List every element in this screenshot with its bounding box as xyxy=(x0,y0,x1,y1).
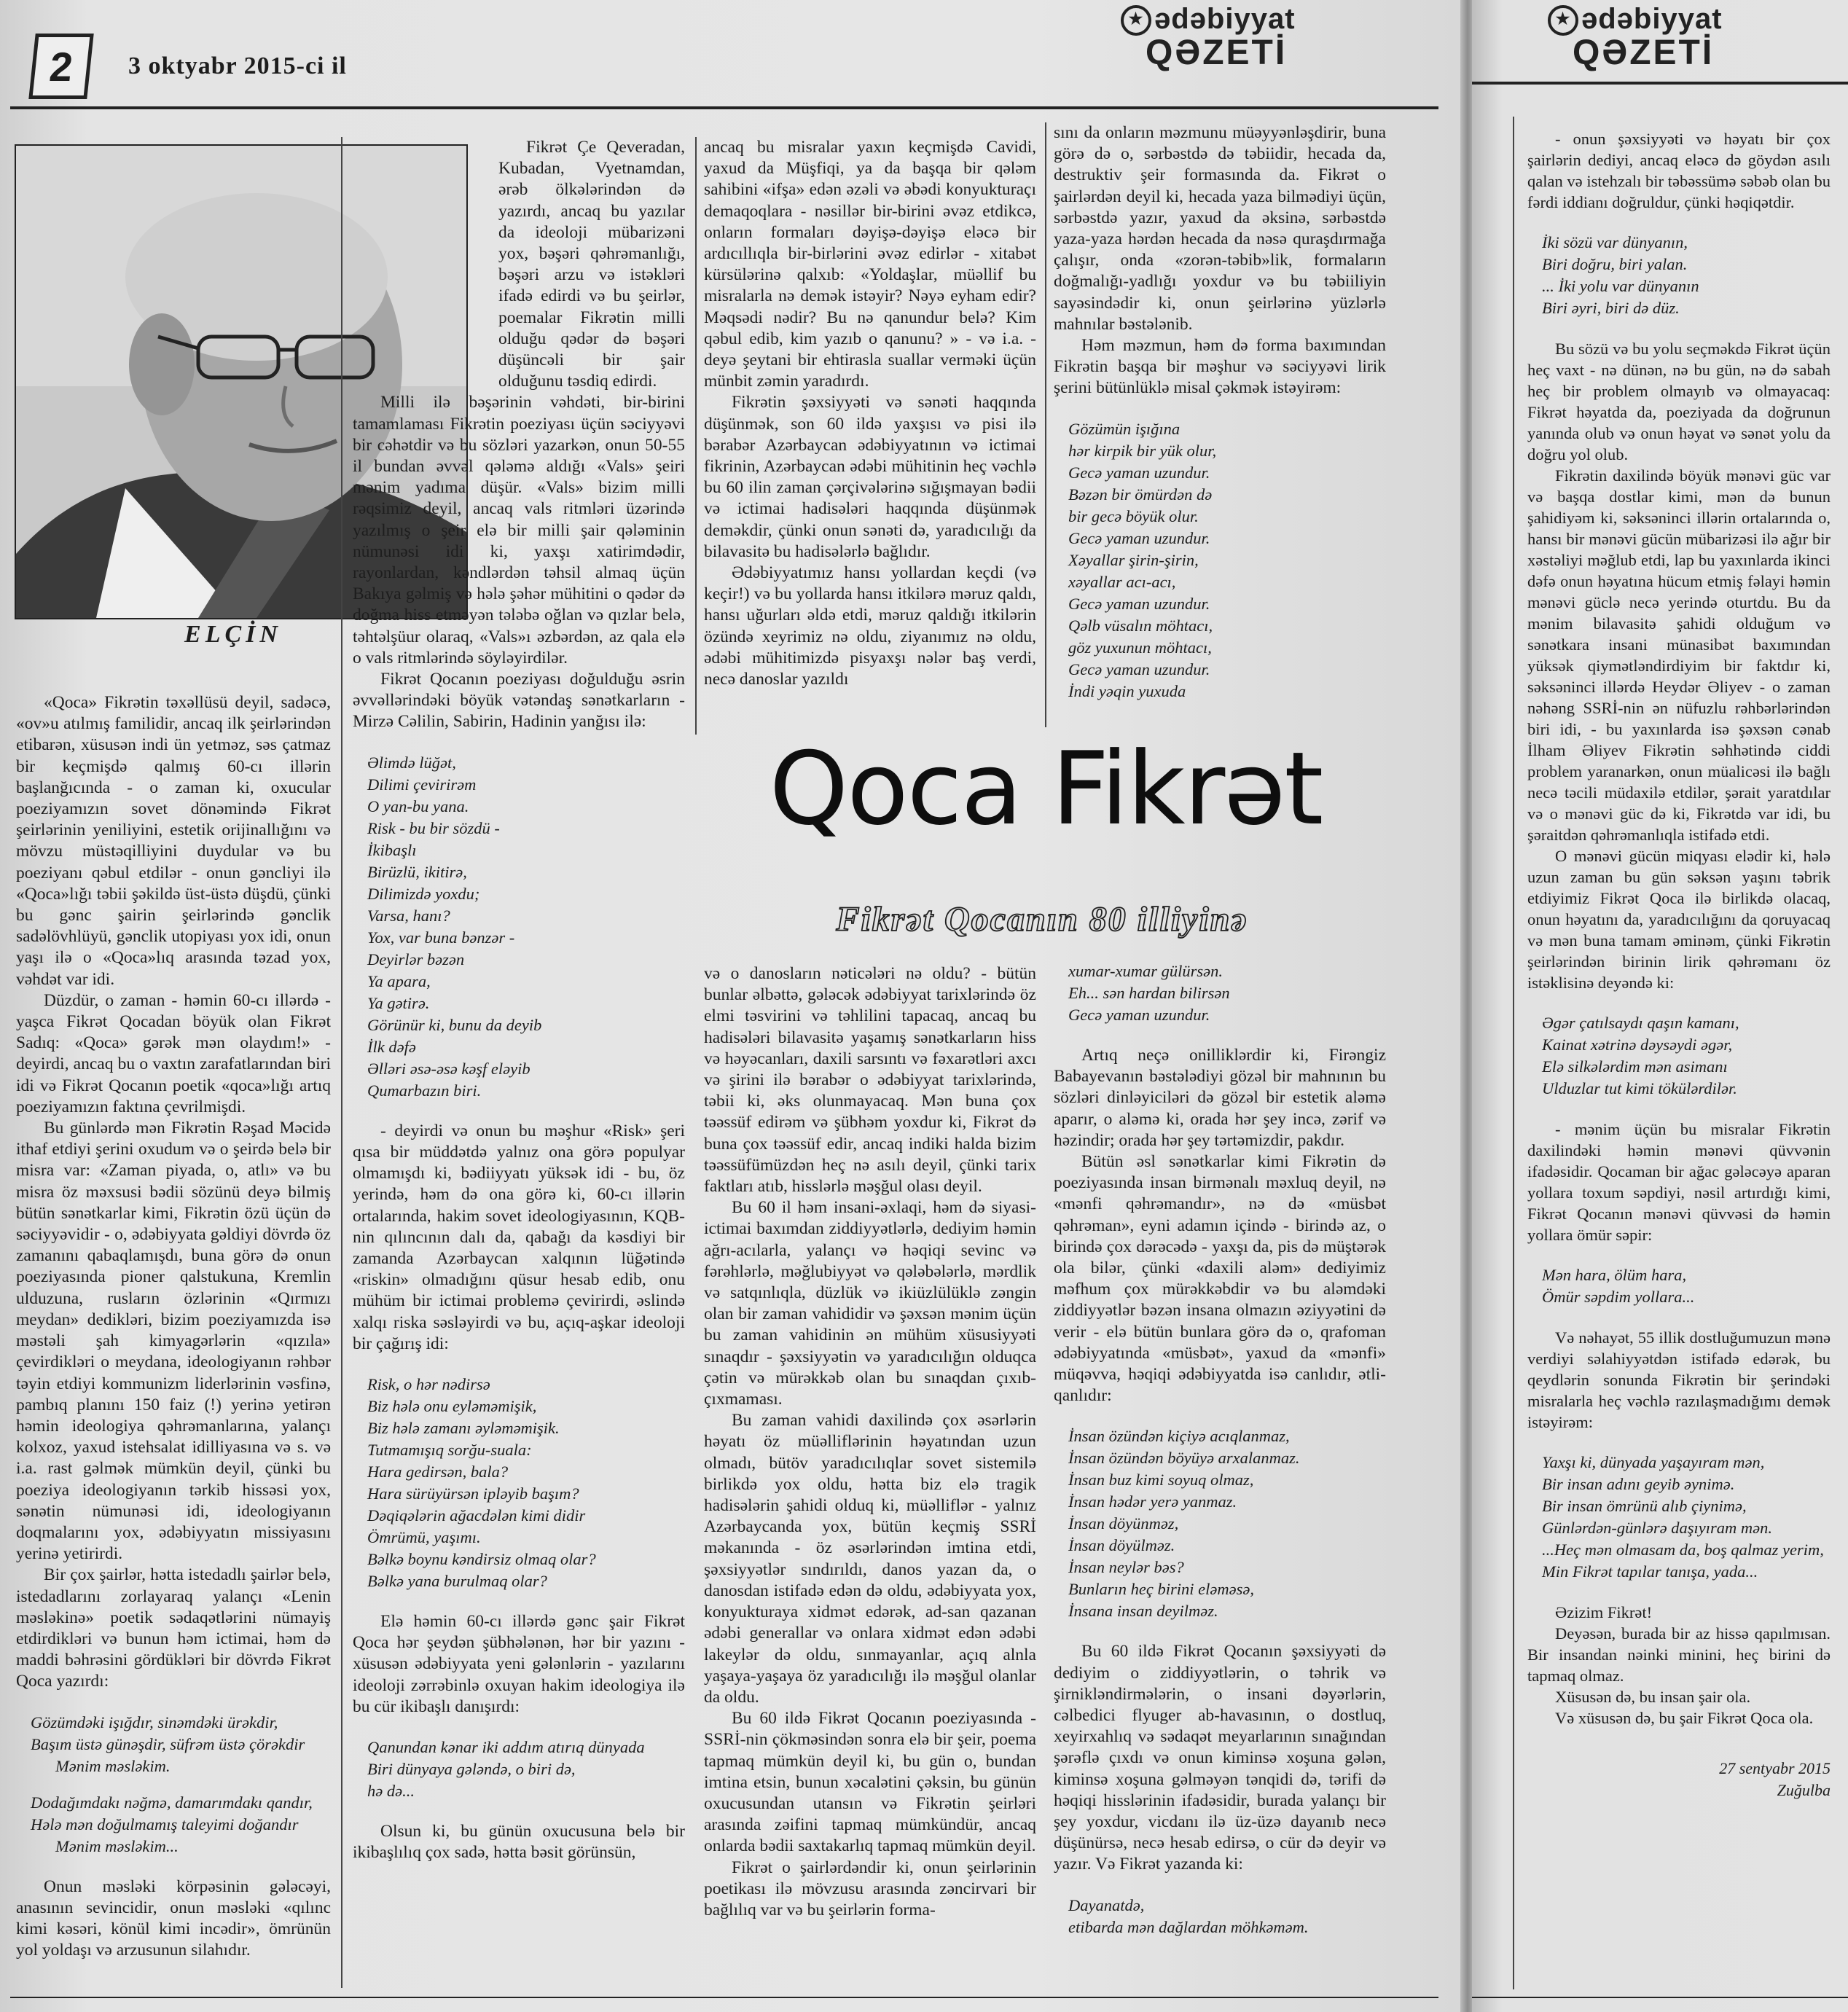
paragraph: Bu günlərdə mən Fikrətin Rəşad Məcidə ithaf etdiyi şerini oxudum və o şeirdə belə bir misra var: «Zaman piyada, o, atlı» və bu misra öz məxsusi bədii sözünü deyə bilmiş bütün sənətkarlar kimi, Fikrətin özü üçün də səciyyəvidir - o, ədəbiyyata gəldiyi dövrdə öz zamanını qabaqlamışdı, buna görə də onun poeziyasında pioner qalstukuna, Kremlin ulduzuna, rusların özlərinin «Qırmızı meydan» dedikləri, bizim poeziyamızda isə məstəli şah kimyagərlərin «qızıla» çevirdikləri o meydana, ideologiyanın rəhbər təyin etdiyi kommunizm liderlərinin vəsfinə, pambıq planını 150 faiz (!) yerinə yetirən həmin ideologiya qəhrəmanlarına, yalançı kolxoz, yaxud istehsalat idilliyasına və s. və i.a. rast gəlmək mümkün deyil, çünki bu poeziya ideologiyanın tərkib hissəsi yox, sənətin nümunəsi idi, ideologiyanın doqmalarını yox, ədəbiyyatın missiyasını yerinə yetirirdi. xyxy=(16,1119,331,1564)
paragraph: O mənəvi gücün miqyası elədir ki, hələ uzun zaman bu gün səksən yaşını təbrik etdiyimiz Fikrət Qoca ilə birlikdə olacaq, onun həyatını da, yaradıcılığını da qoruyacaq və mən buna tamam əminəm, çünki Fikrətin şeirlərindən birinin lirik qəhrəmanı öz istəklisinə deyəndə ki: xyxy=(1527,847,1831,992)
paragraph: Elə həmin 60-cı illərdə gənc şair Fikrət Qoca hər şeydən şübhələnən, hər bir yazını - xüsusən ədəbiyyata yeni gələnlərin - yazılarını ideoloji zərrəbinlə oxuyan hakim ideologiya ilə bu cür ikibaşlı danışırdı: xyxy=(353,1611,685,1716)
paragraph: sını da onların məzmunu müəyyənləşdirir, buna görə də o, sərbəstdə də təbiidir, hecada da, destruktiv şeir formasında da. Fikrət o şairlərdən deyil ki, hecada yaza bilmədiyi üçün, sərbəstdə yazır, yaxud da əksinə, sərbəstdə yaza-yaza hərdən hecada da nəsə quraşdırmağa çalışır, onda «zorən-təbib»lik, formaların doğmalığı-yadlığı yoxdur və bu təbiiliyin sayəsindədir ki, onun şeirlərinə yüzlərlə mahnılar bəstələnib. xyxy=(1054,123,1386,334)
paragraph: Bu 60 ildə Fikrət Qocanın poeziyasında - SSRİ-nin çökməsindən sonra elə bir şeir, poema tapmaq mümkün deyil ki, bu gün o, bundan imtina etsin, bunun xəcalətini çəksin, bu günün oxucusundan utansın və Fikrətin şeirləri arasında zəifini tapmaq mümkündür, ancaq onlarda bədii saxtakarlıq tapmaq mümkün deyil. xyxy=(704,1709,1036,1856)
column-divider xyxy=(341,137,342,1988)
signoff-date: 27 sentyabr 2015 xyxy=(1719,1759,1831,1777)
paragraph: ancaq bu misralar yaxın keçmişdə Cavidi, yaxud da Müşfiqi, ya da başqa bir qələm sahibini «ifşa» edən əzəli və əbədi konyukturaçı demaqoqlara - nəsillər bir-birini əvəz etdikcə, onların formaları dəyişə-dəyişə eləcə bir ardıcıllıqla bir-birlərini əvəz edirlər - xitabət kürsülərinə qalxıb: «Yoldaşlar, müəllif bu misralarla nə demək istəyir? Nəyə eyham edir? Məqsədi nədir? Bu nə qanundur belə? Kim qəbul edib, kim yazıb o qanunu? » - və i.a. - deyə şeytani bir ehtirasla suallar verməki üçün münbit zəmin yaradırdı. xyxy=(704,138,1036,391)
paragraph: Olsun ki, bu günün oxucusuna belə bir ikibaşlılıq çox sadə, hətta bəsit görünsün, xyxy=(353,1821,685,1863)
poem: Dayanatdə, etibarda mən dağlardan möhkəməm. xyxy=(1068,1895,1309,1936)
article-subtitle: Fikrət Qocanın 80 illiyinə xyxy=(836,900,1248,939)
paragraph: Xüsusən də, bu insan şair ola. xyxy=(1555,1688,1751,1706)
poem: Gözümün işığına hər kirpik bir yük olur, Gecə yaman uzundur. Bəzən bir ömürdən də bir gecə böyük olur. Gecə yaman uzundur. Xəyallar şirin-şirin, xəyallar acı-acı, Gecə yaman uzundur. Qəlb vüsalın möhtacı, göz yuxunun möhtacı, Gecə yaman uzundur. İndi yəqin yuxuda xyxy=(1068,419,1217,700)
paragraph: Bütün əsl sənətkarlar kimi Fikrətin də poeziyasında insan birmənalı məxluq deyil, nə «mənfi qəhrəmandır», nə də «müsbət qəhrəman», eyni adamın içində - birində az, o birində çox dərəcədə - yaxşı da, pis də müştərək ola bilər, çünki «daxili aləm» dediyimiz məfhum çox mürəkkəbdir və bu aləmdəki ziddiyyətlər bəzən insana olmazın əziyyətini də verir - elə bütün bunlara görə də o, qrafoman ədəbiyyatında «müsbət», yaxud da «mənfi» müqəvva, həqiqi ədəbiyyatda isə canlıdır, ətli-qanlıdır: xyxy=(1054,1152,1386,1406)
page-number: 2 xyxy=(47,43,75,90)
paragraph: - mənim üçün bu misralar Fikrətin daxilindəki həmin mənəvi qüvvənin ifadəsidir. Qocaman bir ağac gələcəyə aparan yollara toxum səpdiyi, nəsil artırdığı kimi, Fikrət Qocanın mənəvi qüvvəsi də həmin yollara ömür səpir: xyxy=(1527,1120,1831,1244)
author-name: ELÇİN xyxy=(184,621,282,648)
paragraph: Deyəsən, burada bir az hissə qapılmısan. Bir insandan nəinki minini, heç birini də tapmaq olmaz. xyxy=(1527,1624,1831,1685)
poem: Yaxşı ki, dünyada yaşayıram mən, Bir insan adını geyib əynimə. Bir insan ömrünü alıb çiynimə, Günlərdən-günlərə daşıyıram mən. ...Heç mən olmasam da, boş qalmaz yerim, Min Fikrət tapılar tanışa, yada... xyxy=(1542,1453,1824,1581)
star-emblem-icon: ★ xyxy=(1548,5,1578,36)
signoff-place: Zuğulba xyxy=(1777,1781,1831,1799)
column-divider xyxy=(1045,122,1046,727)
newspaper-page-right xyxy=(1472,0,1848,2012)
poem: Risk, o hər nədirsə Biz hələ onu eyləməmişik, Biz hələ zamanı əyləməmişik. Tutmamışıq sorğu-suala: Hara gedirsən, bala? Hara sürüyürsən ipləyib başım? Dəqiqələrin ağacdələn kimi didir Ömrümü, yaşımı. Bəlkə boynu kəndirsiz olmaq olar? Bəlkə yana burulmaq olar? xyxy=(367,1374,596,1590)
star-emblem-icon: ★ xyxy=(1121,5,1151,36)
poem: Gözümdəki işığdır, sinəmdəki ürəkdir, Başım üstə günəşdir, süfrəm üstə çörəkdir Mənim məsləkim. Dodağımdakı nəğmə, damarımdakı qandır, Hələ mən doğulmamış taleyimi doğandır Mənim məsləkim... xyxy=(31,1712,313,1855)
paragraph: Və nəhayət, 55 illik dostluğumuzun mənə verdiyi səlahiyyətdən istifadə edərək, bu qeydlərin sonunda Fikrətin bir şerindəki misralarla heç vəchlə razılaşmadığımı demək istəyirəm: xyxy=(1527,1328,1831,1431)
article-column-5 xyxy=(1527,128,1831,1801)
article-column-4 xyxy=(1054,122,1386,721)
article-column-3-continued xyxy=(704,963,1036,1921)
footer-rule xyxy=(10,1997,1438,1998)
article-column-2 xyxy=(353,137,685,1863)
footer-rule xyxy=(1472,1997,1848,1998)
column-divider xyxy=(1513,117,1514,1989)
paragraph: Fikrət Çe Qeveradan, Kubadan, Vyetnamdan, ərəb ölkələrindən də yazırdı, ancaq bu yazılar da ideoloji mübarizəni yox, bəşəri qəhrəmanlığı, bəşəri arzu və istəkləri ifadə edirdi və bu şeirlər, poemalar Fikrətin milli olduğu qədər də bəşəri düşüncəli bir şair olduğunu təsdiq edirdi. xyxy=(498,138,685,391)
article-column-1 xyxy=(16,692,331,1961)
paragraph: Həm məzmun, həm də forma baxımından Fikrətin başqa bir məşhur və səciyyəvi lirik şerini bütünlüklə misal çəkmək istəyirəm: xyxy=(1054,336,1386,398)
article-title: Qoca Fikrət xyxy=(769,730,1323,848)
poem: İki sözü var dünyanın, Biri doğru, biri yalan. ... İki yolu var dünyanın Biri əyri, biri də düz. xyxy=(1542,233,1699,317)
column-divider xyxy=(695,137,697,735)
masthead: ★ ədəbiyyat QƏZETİ xyxy=(1121,4,1296,71)
paragraph: Bu 60 il həm insani-əxlaqi, həm də siyasi-ictimai baxımdan ziddiyyətlərlə, dediyim həmin ağrı-acılarla, yalançı və həqiqi sevinc və fərəhlərlə, məğlubiyyət və qələbələrlə, mərdlik və satqınlıqla, düzlük və ikiüzlülüklə zəngin olan bir zaman vahididir və şəxsən mənim üçün bu zaman vahidinin ən mühüm xüsusiyyəti sınaqdır - şəxsiyyətin və yaradıcılığın olduqca çətin və mürəkkəb olan bu sınaqdan çıxıb-çıxmaması. xyxy=(704,1198,1036,1409)
paragraph: Fikrət Qocanın poeziyası doğulduğu əsrin əvvəllərindəki böyük vətəndaş sənətkarların - Mirzə Cəlilin, Sabirin, Hadinin yanğısı ilə: xyxy=(353,670,685,732)
paragraph: Əzizim Fikrət! xyxy=(1555,1603,1653,1621)
poem: Əlimdə lüğət, Dilimi çevirirəm O yan-bu yana. Risk - bu bir sözdü - İkibaşlı Birüzlü, ikitirə, Dilimizdə yoxdu; Varsa, hanı? Yox, var buna bənzər - Deyirlər bəzən Ya apara, Ya gətirə. Görünür ki, bunu da deyib İlk dəfə Əlləri əsə-əsə kəşf eləyib Qumarbazın biri. xyxy=(367,753,542,1100)
paragraph: «Qoca» Fikrətin təxəllüsü deyil, sadəcə, «ov»u atılmış familidir, ancaq ilk şeirlərindən etibarən, xüsusən indi ün yetməz, səs çatmaz bir keçmişdə qalmış 60-cı illərin başlanğıcında - o zaman ki, oxucular poeziyamızın sovet dönəmində Fikrət şeirlərinin yeniliyini, estetik orijinallığını və mövzu müstəqilliyini duydular və bu poeziyanı qəbul etdilər - onun gəncliyi ilə «Qoca»lığı təbii şəkildə üst-üstə düşdü, çünki bu gənc şairin şeirlərində gənclik sadəlövhlüyü, gənclik utopiyası yox idi, onun yaşı ilə o «Qoca»lıq arasında təzad yox, vəhdət var idi. xyxy=(16,693,331,989)
paragraph: Bir çox şairlər, hətta istedadlı şairlər belə, istedadlarını zorlayaraq yalançı «Lenin məsləkinə» poetik sədaqətlərini nümayiş etdirdikləri və bunun həm ictimai, həm də maddi bəhrəsini gördükləri bir dövrdə Fikrət Qoca yazırdı: xyxy=(16,1565,331,1691)
paragraph: Fikrət o şairlərdəndir ki, onun şeirlərinin poetikası ilə mövzusu arasında zəncirvari bir bağlılıq var və bu şeirlərin forma- xyxy=(704,1858,1036,1919)
paragraph: - deyirdi və onun bu məşhur «Risk» şeri qısa bir müddətdə yalnız ona görə populyar olmamışdı ki, bədiiyyatı yüksək idi - bu, öz yerində, həm də ona görə ki, 60-cı illərin ortalarında, hakim sovet ideologiyasının, KQB-nin qılıncının dalı da, qabağı da kəsdiyi bir zamanda Azərbaycan xalqının lüğətində «riskin» olmadığını qüsur hesab edib, onu mühüm bir ictimai problemə çevirirdi, əslində xalqı riska səsləyirdi və bu, açıq-aşkar ideoloji bir çağırış idi: xyxy=(353,1121,685,1353)
poem: Qanundan kənar iki addım atırıq dünyada Biri dünyaya gələndə, o biri də, hə də... xyxy=(367,1737,645,1800)
poem: İnsan özündən kiçiyə acıqlanmaz, İnsan özündən böyüyə arxalanmaz. İnsan buz kimi soyuq olmaz, İnsan hədər yerə yanmaz. İnsan döyünməz, İnsan döyülməz. İnsan neylər bəs? Bunların heç birini eləməsə, İnsana insan deyilməz. xyxy=(1068,1427,1300,1621)
poem: Mən hara, ölüm hara, Ömür səpdim yollara... xyxy=(1542,1266,1695,1306)
article-column-4-continued xyxy=(1054,960,1386,1957)
paragraph: Bu zaman vahidi daxilində çox əsərlərin həyatı öz müəlliflərinin həyatından uzun olmadı, bütöv yaradıcılıqlar sovet sistemilə birlikdə yox oldu, hətta biz elə tragik hadisələrin şahidi olduq ki, müəlliflər - yalnız Azərbaycanda yox, bütün keçmiş SSRİ məkanında - öz əsərlərindən imtina etdi, şəxsiyyətlər sındırıldı, danos yazan da, o danosdan istifadə edən də oldu, ədəbiyyata yox, konyukturaya xidmət edərək, ad-san qazanan ədəbi generallar və onlara xidmət edən ədəbi lakeylər də oldu, sınmayanlar, açıq alnla yaşaya-yaşaya öz yaradıcılığı ilə məşğul olanlar da oldu. xyxy=(704,1411,1036,1707)
paragraph: Bu 60 ildə Fikrət Qocanın şəxsiyyəti də dediyim o ziddiyyətlərin, o təhrik və şirnikləndirmələrin, o insani dəyərlərin, cəlbedici flyuger ab-havasının, o dostluq, xeyirxahlıq və sədaqət meyarlarının sınağından şərəflə çıxdı və onun kiminsə xoşuna gələn, kiminsə xoşuna gəlməyən tənqidi də, tərifi də həqiqi hisslərinin ifadəsidir, burada yalançı bir şey yoxdur, vicdanı ilə üz-üzə dayanıb necə düşünürsə, necə hesab edirsə, o cür də deyir və yazır. Və Fikrət yazanda ki: xyxy=(1054,1642,1386,1874)
paragraph: Artıq neçə onilliklərdir ki, Firəngiz Babayevanın bəstələdiyi gözəl bir mahnının bu sözləri dinləyiciləri də gözəl bir estetik aləmə aparır, o aləmə ki, orada hər şey incə, zərif və həzindir; orada hər şey tərtəmizdir, pakdır. xyxy=(1054,1046,1386,1150)
paragraph: Və xüsusən də, bu şair Fikrət Qoca ola. xyxy=(1555,1709,1814,1727)
poem: xumar-xumar gülürsən. Eh... sən hardan bilirsən Gecə yaman uzundur. xyxy=(1068,962,1230,1024)
paragraph: Ədəbiyyatımız hansı yollardan keçdi (və keçir!) və bu yollarda hansı itkilərə məruz qaldı, hansı uğurları əldə etdi, məruz qaldığı itkilərin özündə xeyrimiz nə oldu, ziyanımız nə oldu, ədəbi mühitimizdə pisyaxşı nələr baş verdi, necə danoslar yazıldı xyxy=(704,563,1036,689)
paragraph: - onun şəxsiyyəti və həyatı bir çox şairlərin dediyi, ancaq eləcə də göydən asılı qalan və istehzalı bir təbəssümə səbəb olan bu fərdi iddianı doğruldur, çünki həqiqətdir. xyxy=(1527,130,1831,211)
paragraph: Bu sözü və bu yolu seçməkdə Fikrət üçün heç vaxt - nə dünən, nə bu gün, nə də sabah heç bir problem olmayıb və olmayacaq: Fikrət həyatda da, poeziyada da doğrunun yanında olub və onun həyat və sənət yolu da doğru yol olub. xyxy=(1527,340,1831,463)
header-rule xyxy=(10,106,1438,109)
paragraph: Fikrətin şəxsiyyəti və sənəti haqqında düşünmək, son 60 ildə yaxşısı və pisi ilə bərabər Azərbaycan ədəbiyyatının və ictimai fikrinin, Azərbaycan ədəbi mühitinin heç vəchlə bu 60 ilin zaman çərçivələrinə sığışmayan bədii və ictimai hadisələri haqqında düşünmək deməkdir, çünki onun sənəti də, yaradıcılığı da bilavasitə bu hadisələrlə bağlıdır. xyxy=(704,393,1036,561)
paragraph: Milli ilə bəşərinin vəhdəti, bir-birini tamamlaması Fikrətin poeziyası üçün səciyyəvi bir cəhətdir və bu sözləri yazarkən, onun 50-55 il bundan əvvəl qələmə aldığı «Vals» şeiri mənim yadıma düşür. «Vals» bizim milli rəqsimiz deyil, ancaq vals ritmləri üzərində yazılmış o şeir elə bir milli şair qələminin nümunəsi idi ki, yaxşı xatirimdədir, rayonlardan, kəndlərdən təhsil almaq üçün Bakıya gəlmiş və hələ şəhər mühitini o qədər də doğma hiss etməyən tələbə oğlan və qızlar belə, təhtəlşüur olaraq, «Vals»ı əzbərdən, az qala elə o vals ritmlərində söyləyirdilər. xyxy=(353,393,685,668)
page-number-badge xyxy=(28,34,93,99)
issue-date: 3 oktyabr 2015-ci il xyxy=(128,52,347,79)
paragraph: və o danosların nəticələri nə oldu? - bütün bunlar əlbəttə, gələcək ədəbiyyat tarixlərində öz elmi təsvirini və təhlilini tapacaq, ancaq bu hadisələri bilavasitə yaşamış sənətkarların hiss və həyəcanları, daxili sarsıntı və fəxarətləri axcı və şirini ilə bərabər o ədəbiyyat tarixlərində, təbii ki, əks olunmayacaq. Mən buna çox təəssüf edirəm və şübhəm yoxdur ki, Fikrət də buna çox təəssüf edir, ancaq indiki halda bizim təəssüfümüzdən heç nə asılı deyil, çünki tarix faktları atıb, hisslərlə məşğul olası deyil. xyxy=(704,964,1036,1197)
paragraph: Düzdür, o zaman - həmin 60-cı illərdə - yaşca Fikrət Qocadan böyük olan Fikrət Sadıq: «Qoca» gərək mən olaydım!» - deyirdi, ancaq bu o vaxtın zarafatlarından biri idi və Fikrət Qocanın poetik «qoca»lığı artıq poeziyamızın faktına çevrilmişdi. xyxy=(16,990,331,1116)
header-rule xyxy=(1472,82,1848,85)
article-column-3 xyxy=(704,137,1036,690)
paragraph: Fikrətin daxilində böyük mənəvi güc var və başqa dostlar kimi, mən də bunun şahidiyəm ki, səksəninci illərin ortalarında o, hansı bir mənəvi gücün mübarizəsi ilə ağır bir xəstəliyi məğlub etdi, lap bu yaxınlarda ikinci dəfə onun həyatına hücum etmiş fəlayi həmin mənəvi güclə necə yerində oturtdu. Bu da mənim bilavasitə şahidi olduğum və sənətkara insani münasibət baxımından yüksək qiymətləndirdiyim bir faktdır ki, səksəninci illərdə Heydər Əliyev - o zaman nəhəng SSRİ-nin ən nüfuzlu rəhbərlərindən biri idi, - bu yaxınlarda isə şəxsən cənab İlham Əliyev Fikrətin səhhətində ciddi problem yaranarkən, onun müalicəsi ilə bağlı necə təcili müdaxilə etdilər, şərait yaratdılar və o mənəvi güc də ki, Fikrətdə var idi, bu şəraitdən qəhrəmanlıqla istifadə etdi. xyxy=(1527,466,1831,844)
paragraph: Onun məsləki körpəsinin gələcəyi, anasının sevincidir, onun məsləki «qılınc kimi kəsəri, könül kimi incədir», ömrünün yol yoldaşı və arzusunun silahıdır. xyxy=(16,1876,331,1960)
masthead: ★ ədəbiyyat QƏZETİ xyxy=(1548,4,1723,71)
poem: Əgər çatılsaydı qaşın kamanı, Kainat xətrinə dəysəydi əgər, Elə silkələrdim mən asimanı Ulduzlar tut kimi tökülərdilər. xyxy=(1542,1014,1739,1097)
